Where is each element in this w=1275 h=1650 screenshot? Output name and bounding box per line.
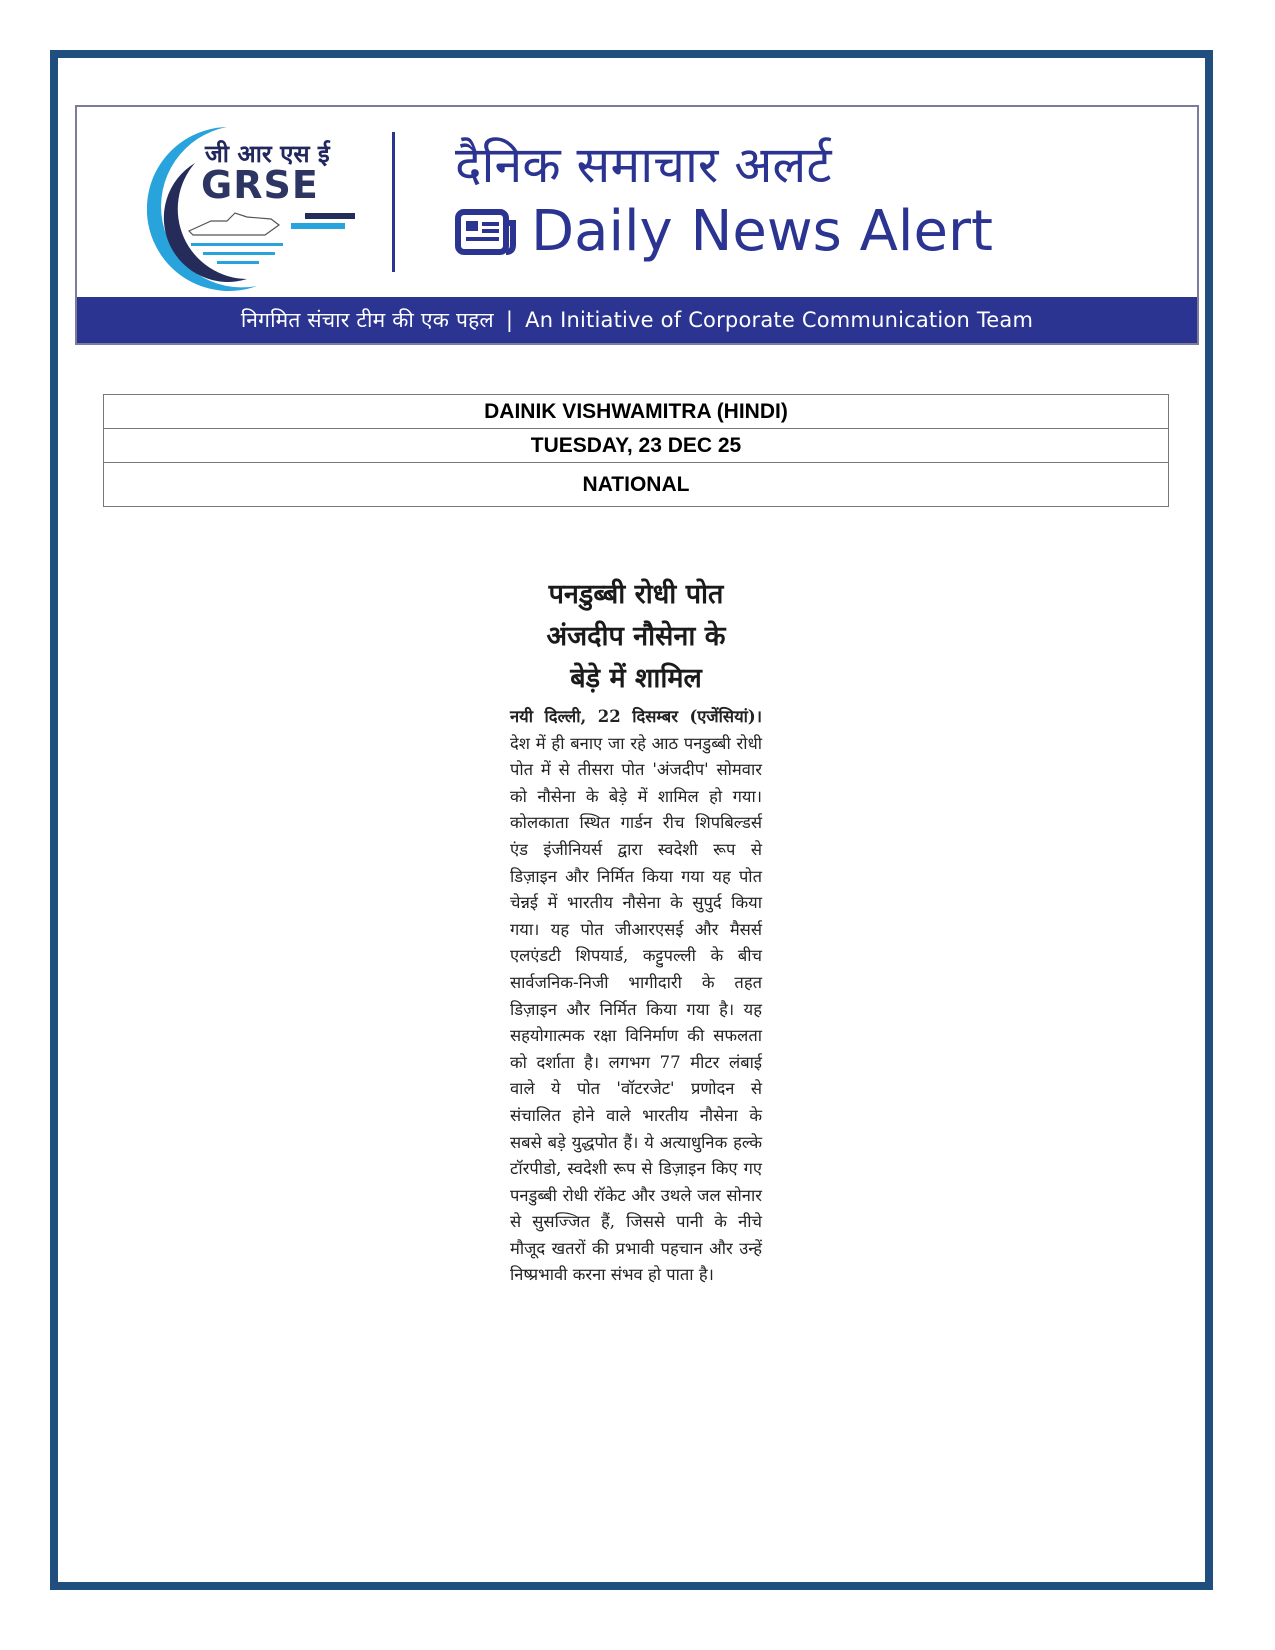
headline-line: पनडुब्बी रोधी पोत bbox=[548, 579, 724, 610]
banner-divider bbox=[392, 132, 395, 272]
tagline-english: An Initiative of Corporate Communication Team bbox=[525, 308, 1034, 332]
daily-news-alert-banner bbox=[75, 105, 1199, 345]
title-english: Daily News Alert bbox=[531, 199, 993, 264]
tagline-hindi: निगमित संचार टीम की एक पहल bbox=[240, 308, 494, 332]
headline-line: अंजदीप नौसेना के bbox=[546, 621, 726, 652]
logo-hindi-text: जी आर एस ई bbox=[205, 139, 330, 168]
article-body-text: देश में ही बनाए जा रहे आठ पनडुब्बी रोधी पोत में से तीसरा पोत 'अंजदीप' सोमवार को नौसेना के बेड़े में शामिल हो गया। कोलकाता स्थित गार्डन रीच शिपबिल्डर्स एंड इंजीनियर्स द्वारा स्वदेशी रूप से डिज़ाइन और निर्मित किया गया यह पोत चेन्नई में भारतीय नौसेना के सुपुर्द किया गया। यह पोत जीआरएसई और मैसर्स एलएंडटी शिपयार्ड, कट्टुपल्ली के बीच सार्वजनिक-निजी भागीदारी के तहत डिज़ाइन और निर्मित किया गया है। यह सहयोगात्मक रक्षा विनिर्माण की सफलता को दर्शाता है। लगभग 77 मीटर लंबाई वाले ये पोत 'वॉटरजेट' प्रणोदन से संचालित होने वाले भारतीय नौसेना के सबसे बड़े युद्धपोत हैं। ये अत्याधुनिक हल्के टॉरपीडो, स्वदेशी रूप से डिज़ाइन किए गए पनडुब्बी रोधी रॉकेट और उथले जल सोनार से सुसज्जित हैं, जिससे पानी के नीचे मौजूद खतरों की प्रभावी पहचान और उन्हें निष्प्रभावी करना संभव हो पाता है। bbox=[510, 733, 762, 1285]
headline-line: बेड़े में शामिल bbox=[570, 663, 702, 694]
banner-header bbox=[77, 107, 1197, 299]
tagline-separator: | bbox=[505, 308, 514, 332]
logo-english-text: GRSE bbox=[201, 163, 319, 207]
title-hindi: दैनिक समाचार अलर्ट bbox=[455, 136, 832, 194]
news-clipping bbox=[510, 574, 762, 1289]
publication-edition: NATIONAL bbox=[104, 463, 1169, 507]
newspaper-icon bbox=[455, 209, 517, 255]
grse-logo bbox=[147, 121, 377, 291]
publication-info-table bbox=[103, 394, 1169, 507]
article-dateline: नयी दिल्ली, 22 दिसम्बर (एजेंसियां)। bbox=[510, 707, 762, 726]
article-headline bbox=[510, 574, 762, 700]
publication-name: DAINIK VISHWAMITRA (HINDI) bbox=[104, 395, 1169, 429]
publication-date: TUESDAY, 23 DEC 25 bbox=[104, 429, 1169, 463]
title-english-row bbox=[455, 199, 993, 264]
banner-tagline-strip bbox=[77, 297, 1197, 343]
article-body bbox=[510, 704, 762, 1289]
